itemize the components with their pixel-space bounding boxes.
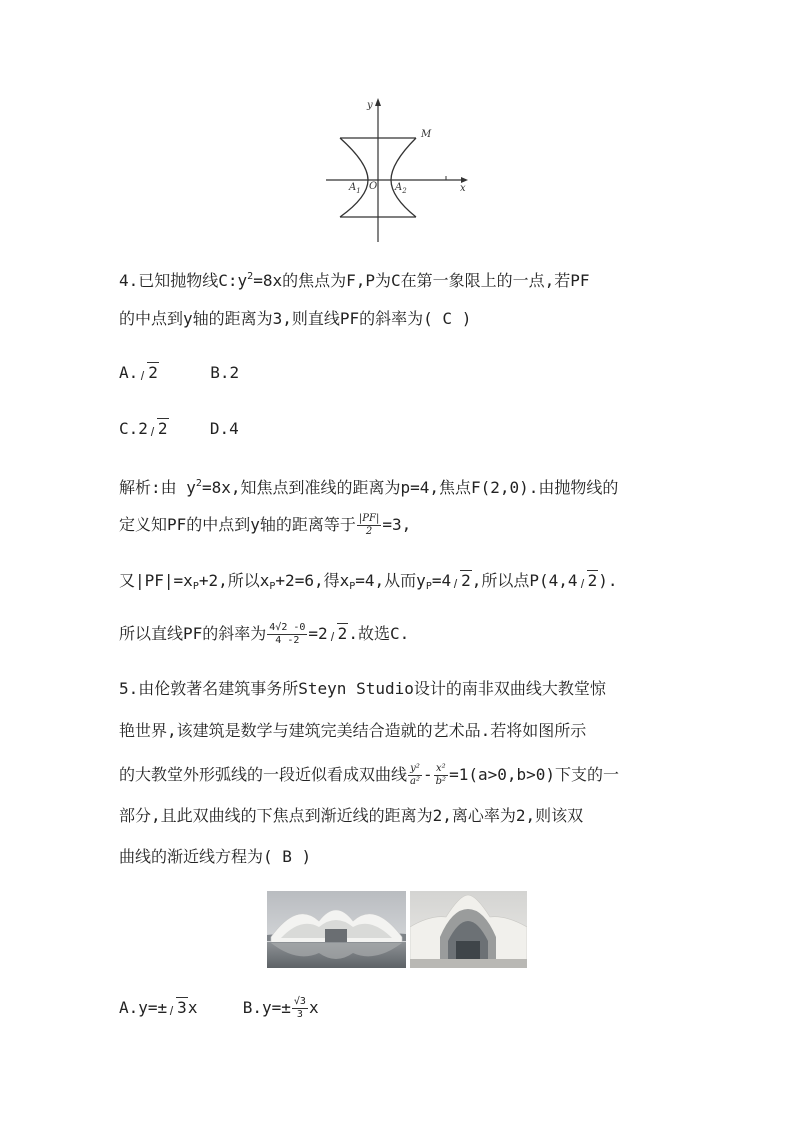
left-branch (340, 138, 368, 217)
fraction: $\frac{\text{x²}}{\text{b²}}$ (435, 763, 447, 787)
q4-stem-line2: 的中点到y轴的距离为3,则直线PF的斜率为( C ) (119, 309, 472, 328)
fraction: $\frac{\text{y²}}{\text{a²}}$ (410, 763, 420, 787)
q4-option-c: C.2 2 (119, 419, 168, 438)
q4-option-a: A. 2 (119, 363, 158, 382)
sqrt-icon: 2 (578, 570, 599, 592)
fraction: $\frac{√3}{3}$ (293, 996, 306, 1020)
q4-options-ab (119, 362, 239, 384)
sqrt-icon: 3 (167, 997, 188, 1019)
q5-stem-line2: 艳世界,该建筑是数学与建筑完美结合造就的艺术品.若将如图所示 (119, 721, 587, 740)
sqrt-icon: 2 (138, 362, 159, 384)
a1-label: $A_1$ (349, 182, 361, 195)
q4-solution-line4: 所以直线PF的斜率为 $\frac{4√2 -0}{4 -2}$ =2 2.故选C. (119, 622, 410, 646)
sqrt-icon: 2 (328, 623, 349, 645)
point-m-label: M (421, 129, 432, 140)
q4-solution-line1: 解析:由 $y^2=8x$,知焦点到准线的距离为p=4,焦点F(2,0).由抛物线的 (119, 478, 619, 497)
q5-stem-line3: 的大教堂外形弧线的一段近似看成双曲线 $\frac{\text{y²}}{\text{a²}}$ - $\frac{\text{x²}}{\text{b²}}$ =1(a>0,b>0)下支的一 (119, 763, 620, 787)
q4-solution-line3: 又$|PF|=x_P+2$,所以$x_P+2=6$,得$x_P=4$,从而$y_P=4$ 2,所以点P(4,4 2). (119, 571, 618, 592)
a2-label: $A_2$ (395, 182, 407, 195)
q5-option-a: A.y=± 3x (119, 998, 198, 1017)
x-axis-label: x (460, 183, 466, 194)
q5-stem-line1: 5.由伦敦著名建筑事务所Steyn Studio设计的南非双曲线大教堂惊 (119, 679, 606, 698)
q5-stem-line4: 部分,且此双曲线的下焦点到渐近线的距离为2,离心率为2,则该双 (119, 806, 584, 825)
q5-option-b: B.y=± $\frac{√3}{3}$ x (242, 996, 319, 1020)
cathedral-photo-left (267, 891, 406, 968)
origin-label: O (369, 181, 378, 192)
hyperbola-figure (318, 95, 478, 245)
q5-options-ab (119, 996, 319, 1021)
y-axis-label: y (367, 100, 373, 111)
q4-stem-line1: 4.已知抛物线$C:y^2=8x$的焦点为F,P为C在第一象限上的一点,若PF (119, 271, 590, 290)
q4-option-b: B.2 (210, 363, 240, 382)
fraction: $\frac{|PF|}{2}$ (358, 513, 380, 537)
cathedral-photo-right (410, 891, 527, 968)
fraction: $\frac{4√2 -0}{4 -2}$ (269, 622, 306, 646)
sqrt-icon: 2 (148, 418, 169, 440)
q5-stem-line5: 曲线的渐近线方程为( B ) (119, 847, 312, 866)
q4-option-d: D.4 (209, 419, 239, 438)
sqrt-icon: 2 (451, 570, 472, 592)
q4-options-cd (119, 418, 239, 440)
q4-solution-line2: 定义知PF的中点到y轴的距离等于 $\frac{|PF|}{2}$ =3, (119, 513, 412, 537)
right-branch (391, 138, 416, 217)
y-axis-arrow-icon (375, 98, 381, 106)
